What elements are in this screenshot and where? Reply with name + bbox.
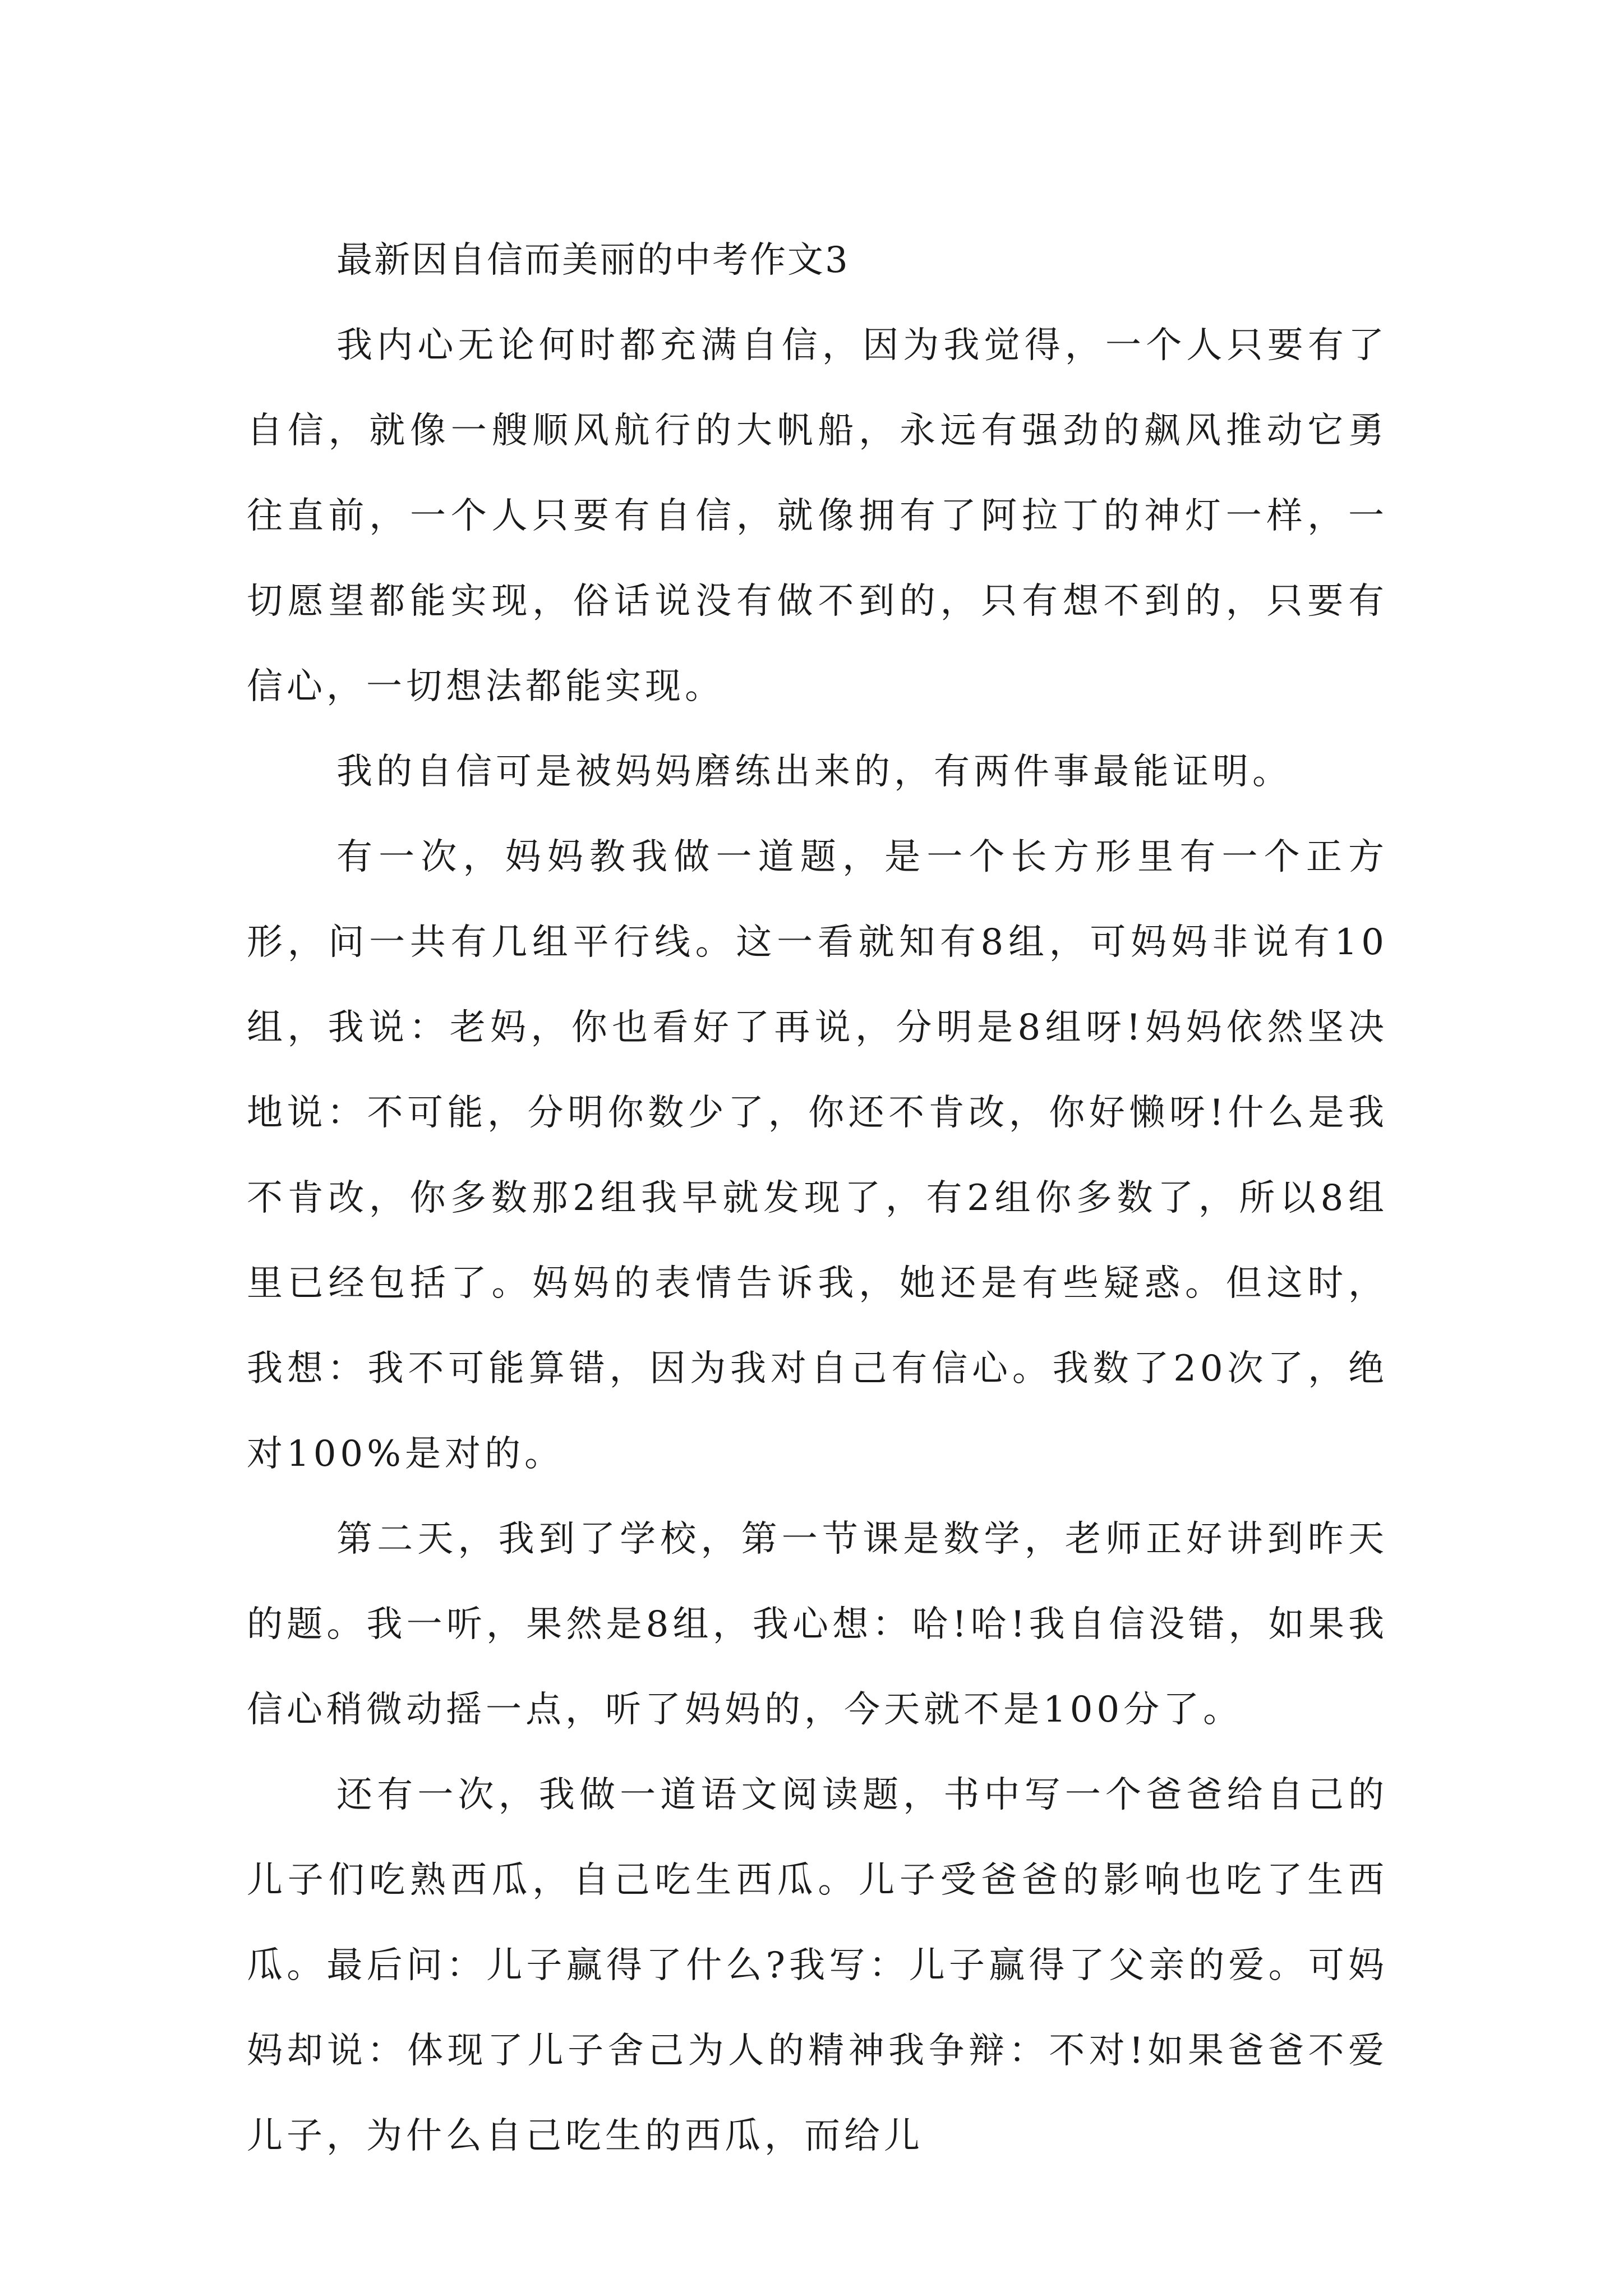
- document-title: 最新因自信而美丽的中考作文3: [336, 240, 850, 281]
- paragraph: 有一次，妈妈教我做一道题，是一个长方形里有一个正方形，问一共有几组平行线。这一看就知有8组，可妈妈非说有10组，我说：老妈，你也看好了再说，分明是8组呀!妈妈依然坚决地说：不可能，分明你数少了，你还不肯改，你好懒呀!什么是我不肯改，你多数那2组我早就发现了，有2组你多数了，所以8组里已经包括了。妈妈的表情告诉我，她还是有些疑惑。但这时，我想：我不可能算错，因为我对自己有信心。我数了20次了，绝对100%是对的。: [247, 836, 1388, 1475]
- paragraph: 还有一次，我做一道语文阅读题，书中写一个爸爸给自己的儿子们吃熟西瓜，自己吃生西瓜。儿子受爸爸的影响也吃了生西瓜。最后问：儿子赢得了什么?我写：儿子赢得了父亲的爱。可妈妈却说：体现了儿子舍己为人的精神我争辩：不对!如果爸爸不爱儿子，为什么自己吃生的西瓜，而给儿: [247, 1774, 1388, 2157]
- paragraph: 我内心无论何时都充满自信，因为我觉得，一个人只要有了自信，就像一艘顺风航行的大帆船，永远有强劲的飙风推动它勇往直前，一个人只要有自信，就像拥有了阿拉丁的神灯一样，一切愿望都能实现，俗话说没有做不到的，只有想不到的，只要有信心，一切想法都能实现。: [247, 325, 1388, 707]
- document-body: [247, 218, 1388, 2179]
- paragraph: 第二天，我到了学校，第一节课是数学，老师正好讲到昨天的题。我一听，果然是8组，我心想：哈!哈!我自信没错，如果我信心稍微动摇一点，听了妈妈的，今天就不是100分了。: [247, 1519, 1388, 1731]
- paragraph: 我的自信可是被妈妈磨练出来的，有两件事最能证明。: [336, 751, 1292, 793]
